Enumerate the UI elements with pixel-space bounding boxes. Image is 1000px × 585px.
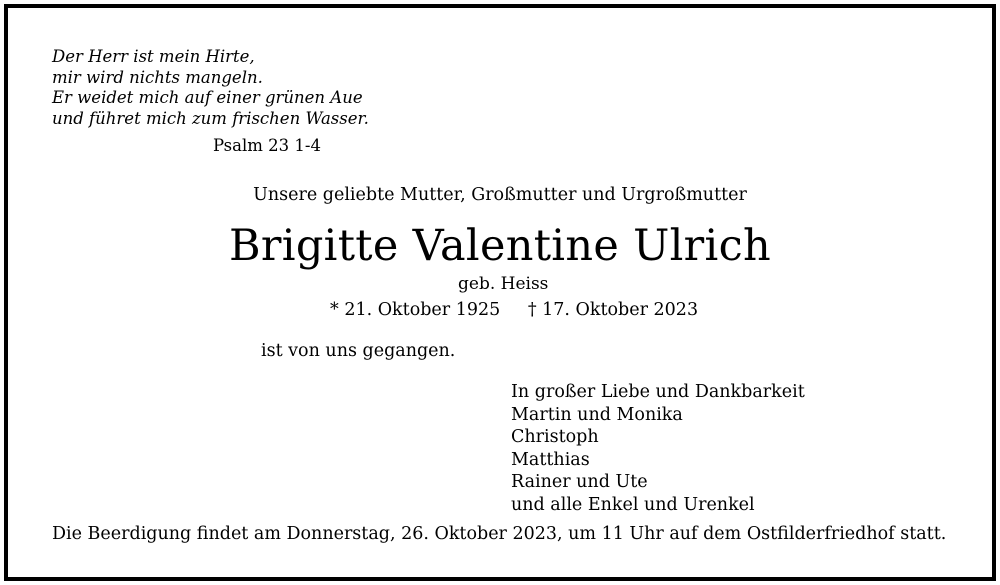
intro-text: Unsere geliebte Mutter, Großmutter und Urgroßmutter [253, 185, 747, 205]
mourner-line: Martin und Monika [511, 404, 683, 425]
deceased-name: Brigitte Valentine Ulrich [229, 221, 771, 271]
verse-line-4: und führet mich zum frischen Wasser. [52, 108, 369, 128]
mourners-list [511, 381, 805, 516]
life-dates [330, 300, 698, 320]
mourner-line: Matthias [511, 449, 590, 470]
verse-line-1: Der Herr ist mein Hirte, [52, 47, 255, 66]
mourner-line: In großer Liebe und Dankbarkeit [511, 382, 805, 402]
verse-line-2: mir wird nichts mangeln. [52, 67, 263, 87]
mourner-line: Rainer und Ute [511, 472, 648, 492]
verse-source: Psalm 23 1-4 [213, 136, 321, 155]
psalm-verse [52, 47, 369, 129]
death-date: † 17. Oktober 2023 [527, 300, 699, 320]
funeral-notice: Die Beerdigung findet am Donnerstag, 26. Oktober 2023, um 11 Uhr auf dem Ostfilderfriedhof statt. [52, 524, 947, 544]
passed-away-text: ist von uns gegangen. [261, 341, 456, 361]
mourner-line: Christoph [511, 427, 599, 447]
mourner-line: und alle Enkel und Urenkel [511, 494, 755, 515]
maiden-name: geb. Heiss [458, 274, 549, 294]
verse-line-3: Er weidet mich auf einer grünen Aue [52, 88, 363, 107]
birth-date: * 21. Oktober 1925 [330, 300, 501, 320]
